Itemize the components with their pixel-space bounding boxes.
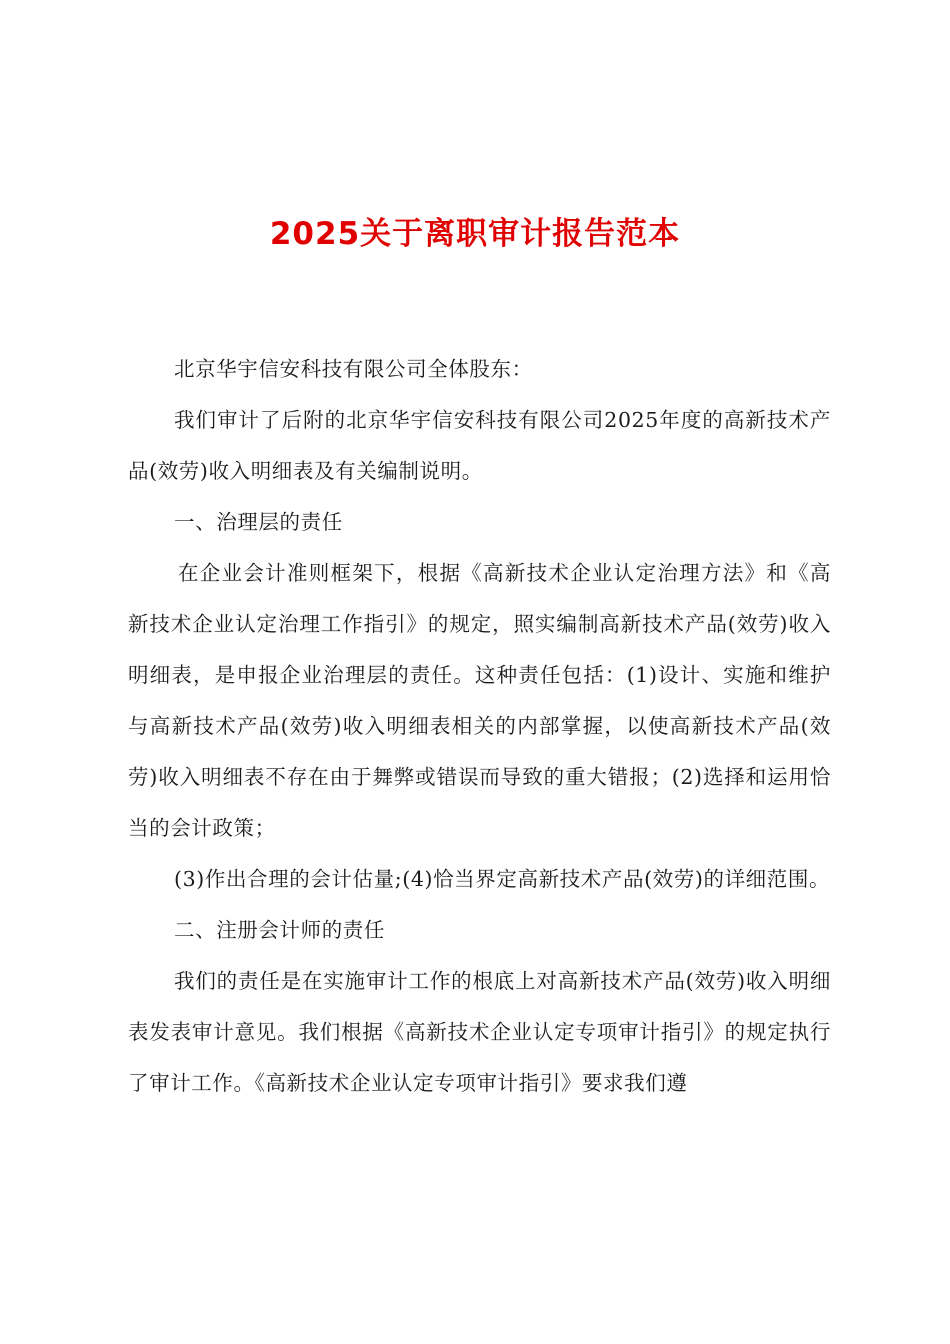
section-heading-auditor: 二、注册会计师的责任 bbox=[174, 918, 385, 942]
document-title: 2025关于离职审计报告范本 bbox=[269, 216, 681, 252]
auditor-paragraph: 我们的责任是在实施审计工作的根底上对高新技术产品(效劳)收入明细表发表审计意见。我们根据《高新技术企业认定专项审计指引》的规定执行了审计工作。《高新技术企业认定专项审计指引》要求我们遵 bbox=[128, 969, 831, 1095]
intro-paragraph: 我们审计了后附的北京华宇信安科技有限公司2025年度的高新技术产品(效劳)收入明细表及有关编制说明。 bbox=[128, 408, 831, 483]
section-heading-governance: 一、治理层的责任 bbox=[174, 510, 343, 534]
governance-paragraph: 在企业会计准则框架下，根据《高新技术企业认定治理方法》和《高新技术企业认定治理工作指引》的规定，照实编制高新技术产品(效劳)收入明细表，是申报企业治理层的责任。这种责任包括：(1)设计、实施和维护与高新技术产品(效劳)收入明细表相关的内部掌握，以使高新技术产品(效劳)收入明细表不存在由于舞弊或错误而导致的重大错报；(2)选择和运用恰当的会计政策； bbox=[128, 561, 831, 840]
salutation-paragraph: 北京华宇信安科技有限公司全体股东： bbox=[174, 357, 533, 381]
governance-continued-paragraph: (3)作出合理的会计估量;(4)恰当界定高新技术产品(效劳)的详细范围。 bbox=[174, 867, 831, 891]
document-body bbox=[128, 344, 831, 1109]
